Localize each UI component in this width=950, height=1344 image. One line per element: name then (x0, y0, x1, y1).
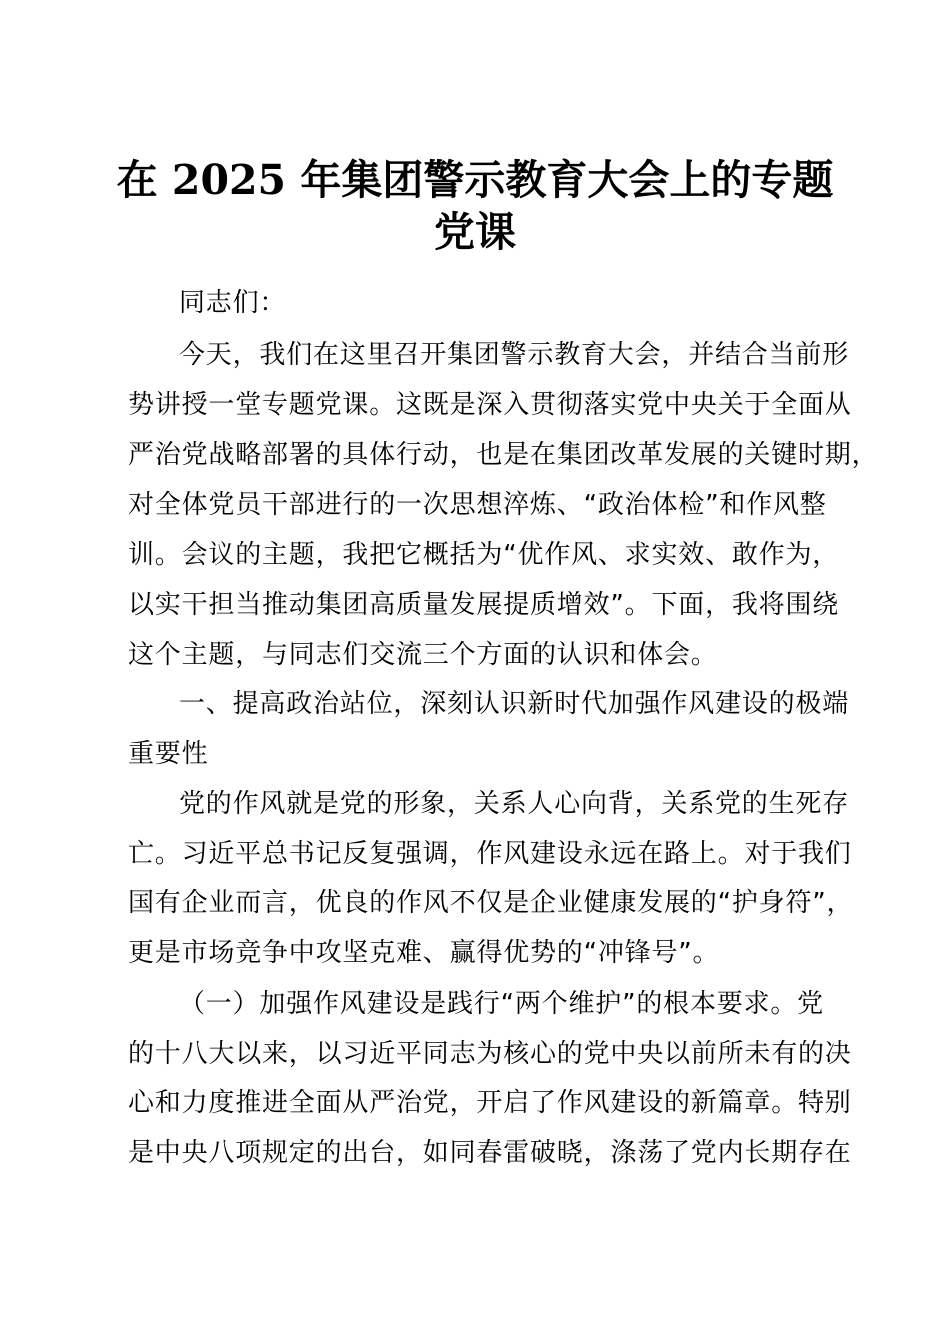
document-title-line-2: 党课 (434, 208, 516, 256)
body-line: 势讲授一堂专题党课。这既是深入贯彻落实党中央关于全面从 (128, 390, 852, 420)
document-title-line-1: 在 2025 年集团警示教育大会上的专题 (116, 156, 834, 204)
body-line: 严治党战略部署的具体行动，也是在集团改革发展的关键时期， (128, 440, 879, 470)
body-line: 以实干担当推动集团高质量发展提质增效”。下面，我将围绕 (128, 590, 840, 620)
body-line: 国有企业而言，优良的作风不仅是企业健康发展的“护身符”， (128, 888, 854, 918)
section-heading: 一、提高政治站位，深刻认识新时代加强作风建设的极端 (179, 689, 850, 719)
body-line: 训。会议的主题，我把它概括为“优作风、求实效、敢作为， (128, 540, 840, 570)
body-line: 心和力度推进全面从严治党，开启了作风建设的新篇章。特别 (128, 1088, 852, 1118)
body-line: 的十八大以来，以习近平同志为核心的党中央以前所未有的决 (128, 1039, 852, 1069)
body-line: 亡。习近平总书记反复强调，作风建设永远在路上。对于我们 (128, 839, 852, 869)
body-line: 是中央八项规定的出台，如同春雷破晓，涤荡了党内长期存在 (128, 1138, 852, 1168)
section-heading-cont: 重要性 (128, 739, 209, 769)
body-line: 对全体党员干部进行的一次思想淬炼、“政治体检”和作风整 (128, 490, 827, 520)
body-line: 党的作风就是党的形象，关系人心向背，关系党的生死存 (179, 789, 850, 819)
salutation: 同志们： (179, 288, 287, 318)
body-line: 今天，我们在这里召开集团警示教育大会，并结合当前形 (179, 340, 850, 370)
body-line: 这个主题，与同志们交流三个方面的认识和体会。 (128, 640, 718, 670)
body-line: 更是市场竞争中攻坚克难、赢得优势的“冲锋号”。 (128, 938, 720, 968)
body-line: （一）加强作风建设是践行“两个维护”的根本要求。党 (179, 989, 824, 1019)
